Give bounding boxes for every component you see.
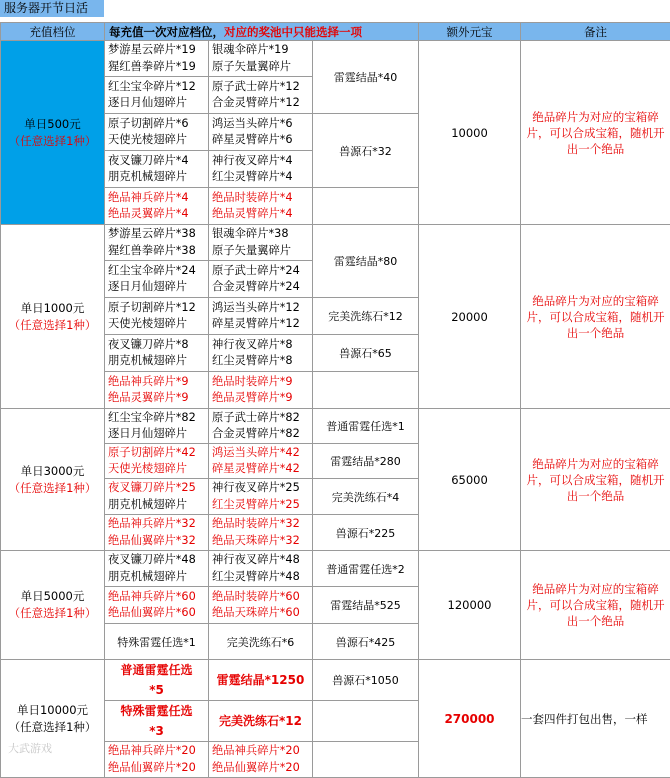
list-item: 原子武士碎片*24 合金灵臂碎片*24: [209, 261, 313, 298]
reward-table: [0, 22, 670, 778]
list-item: 神行夜叉碎片*48 红尘灵臂碎片*48: [209, 551, 313, 587]
list-item: 兽源石*225: [313, 515, 419, 551]
list-item: 雷霆结晶*1250: [209, 660, 313, 701]
header-instruction-b: 对应的奖池中只能选择一项: [224, 25, 362, 39]
list-item: 银魂伞碎片*19 原子矢量翼碎片: [209, 41, 313, 77]
list-item: 红尘宝伞碎片*24 逐日月仙翅碎片: [105, 261, 209, 298]
remark-note: 绝品碎片为对应的宝箱碎片，可以合成宝箱，随机开出一个绝品: [521, 41, 670, 225]
remark-note: 绝品碎片为对应的宝箱碎片，可以合成宝箱，随机开出一个绝品: [521, 409, 670, 551]
bonus-value: 10000: [419, 41, 521, 225]
remark-note: 绝品碎片为对应的宝箱碎片，可以合成宝箱，随机开出一个绝品: [521, 225, 670, 409]
list-item: 梦游星云碎片*19 猩红兽拳碎片*19: [105, 41, 209, 77]
empty-cell: [313, 701, 419, 742]
tier-name: 单日1000元: [1, 300, 104, 317]
list-item: 绝品神兵碎片*20 绝品仙翼碎片*20: [105, 742, 209, 778]
empty-cell: [313, 188, 419, 225]
header-row: [1, 23, 670, 41]
list-item: 鸿运当头碎片*42 碎星灵臂碎片*42: [209, 444, 313, 479]
bonus-value: 65000: [419, 409, 521, 551]
list-item: 绝品时装碎片*32 绝品天珠碎片*32: [209, 515, 313, 551]
remark-note: 绝品碎片为对应的宝箱碎片，可以合成宝箱，随机开出一个绝品: [521, 551, 670, 660]
list-item: 原子切割碎片*12 天使光棱翅碎片: [105, 298, 209, 335]
tier-choose: （任意选择1种）: [1, 719, 104, 736]
list-item: 绝品时装碎片*4 绝品灵臂碎片*4: [209, 188, 313, 225]
header-bonus: 额外元宝: [419, 23, 521, 41]
list-item: 特殊雷霆任选*1: [105, 624, 209, 660]
list-item: 红尘宝伞碎片*12 逐日月仙翅碎片: [105, 77, 209, 114]
tier-name: 单日500元: [1, 116, 104, 133]
tier-3000: [1, 409, 105, 551]
tier-name: 单日10000元: [1, 702, 104, 719]
header-tier: 充值档位: [1, 23, 105, 41]
list-item: 兽源石*1050: [313, 660, 419, 701]
list-item: 鸿运当头碎片*6 碎星灵臂碎片*6: [209, 114, 313, 151]
list-item: 绝品神兵碎片*60 绝品仙翼碎片*60: [105, 587, 209, 624]
tier-10000: [1, 660, 105, 778]
tier-name: 单日5000元: [1, 588, 104, 605]
list-item: 神行夜叉碎片*4 红尘灵臂碎片*4: [209, 151, 313, 188]
list-item: 原子武士碎片*82 合金灵臂碎片*82: [209, 409, 313, 444]
tier-choose: （任意选择1种）: [1, 605, 104, 622]
tier-5000: [1, 551, 105, 660]
empty-cell: [313, 742, 419, 778]
bonus-value: 20000: [419, 225, 521, 409]
list-item: 普通雷霆任选*2: [313, 551, 419, 587]
list-item: 绝品时装碎片*9 绝品灵臂碎片*9: [209, 372, 313, 409]
list-item: 绝品神兵碎片*4 绝品灵翼碎片*4: [105, 188, 209, 225]
list-item: 雷霆结晶*525: [313, 587, 419, 624]
list-item: 原子武士碎片*12 合金灵臂碎片*12: [209, 77, 313, 114]
list-item: 夜叉镰刀碎片*48 朋克机械翅碎片: [105, 551, 209, 587]
header-remark: 备注: [521, 23, 670, 41]
tier-name: 单日3000元: [1, 463, 104, 480]
tier-choose: （任意选择1种）: [1, 317, 104, 334]
list-item: 完美洗练石*12: [313, 298, 419, 335]
list-item: 普通雷霆任选*1: [313, 409, 419, 444]
bonus-value: 270000: [419, 660, 521, 778]
list-item: 原子切割碎片*6 天使光棱翅碎片: [105, 114, 209, 151]
list-item: 夜叉镰刀碎片*8 朋克机械翅碎片: [105, 335, 209, 372]
tier-500: [1, 41, 105, 225]
header-instruction: [105, 23, 419, 41]
list-item: 银魂伞碎片*38 原子矢量翼碎片: [209, 225, 313, 261]
header-instruction-a: 每充值一次对应档位，: [109, 25, 224, 39]
list-item: 神行夜叉碎片*25 红尘灵臂碎片*25: [209, 479, 313, 515]
list-item: 完美洗练石*4: [313, 479, 419, 515]
remark-note: 一套四件打包出售，一样: [521, 660, 670, 778]
list-item: 兽源石*65: [313, 335, 419, 372]
tier-choose: （任意选择1种）: [1, 133, 104, 150]
watermark: 大武游戏: [8, 740, 52, 756]
list-item: 原子切割碎片*42 天使光棱翅碎片: [105, 444, 209, 479]
list-item: 特殊雷霆任选 *3: [105, 701, 209, 742]
list-item: 完美洗练石*6: [209, 624, 313, 660]
list-item: 夜叉镰刀碎片*4 朋克机械翅碎片: [105, 151, 209, 188]
list-item: 绝品时装碎片*60 绝品天珠碎片*60: [209, 587, 313, 624]
list-item: 红尘宝伞碎片*82 逐日月仙翅碎片: [105, 409, 209, 444]
list-item: 绝品神兵碎片*9 绝品灵翼碎片*9: [105, 372, 209, 409]
list-item: 雷霆结晶*280: [313, 444, 419, 479]
page-title: 服务器开节日活: [0, 0, 104, 17]
list-item: 雷霆结晶*80: [313, 225, 419, 298]
list-item: 兽源石*32: [313, 114, 419, 188]
bonus-value: 120000: [419, 551, 521, 660]
list-item: 鸿运当头碎片*12 碎星灵臂碎片*12: [209, 298, 313, 335]
list-item: 梦游星云碎片*38 猩红兽拳碎片*38: [105, 225, 209, 261]
list-item: 绝品神兵碎片*32 绝品仙翼碎片*32: [105, 515, 209, 551]
list-item: 神行夜叉碎片*8 红尘灵臂碎片*8: [209, 335, 313, 372]
tier-1000: [1, 225, 105, 409]
list-item: 完美洗练石*12: [209, 701, 313, 742]
empty-cell: [313, 372, 419, 409]
list-item: 夜叉镰刀碎片*25 朋克机械翅碎片: [105, 479, 209, 515]
list-item: 兽源石*425: [313, 624, 419, 660]
list-item: 普通雷霆任选 *5: [105, 660, 209, 701]
tier-choose: （任意选择1种）: [1, 480, 104, 497]
list-item: 雷霆结晶*40: [313, 41, 419, 114]
list-item: 绝品神兵碎片*20 绝品仙翼碎片*20: [209, 742, 313, 778]
